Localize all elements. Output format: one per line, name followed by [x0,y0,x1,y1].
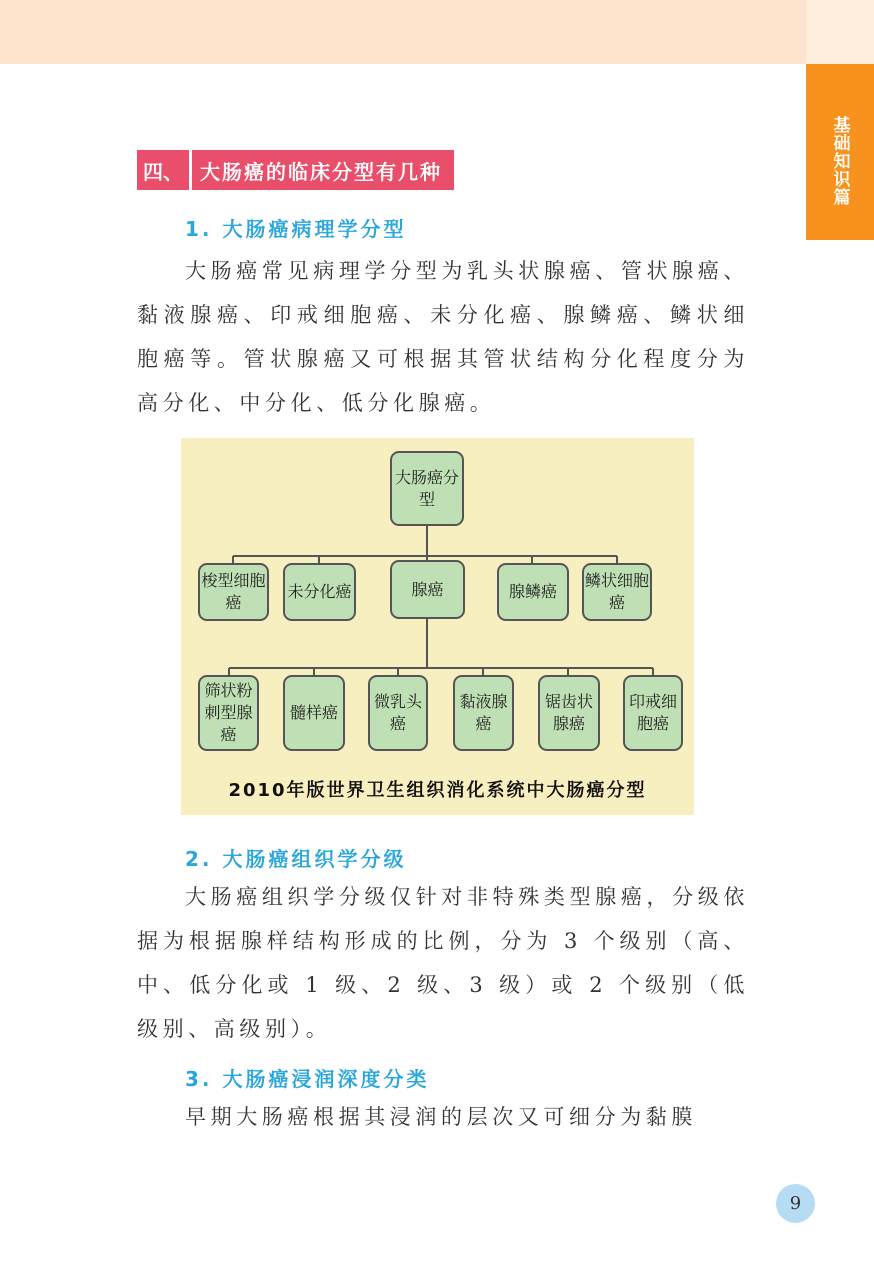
side-tab-label: 基础知识篇 [829,116,850,206]
paragraph-2: 大肠癌组织学分级仅针对非特殊类型腺癌，分级依据为根据腺样结构形成的比例，分为 3 个级别（高、中、低分化或 1 级、2 级、3 级）或 2 个级别（低级别、高级别）。 [137,885,749,1041]
diagram-node-mucinous: 黏液腺癌 [453,675,514,751]
diagram-node-micropapillary: 微乳头癌 [368,675,428,751]
diagram-node-undifferentiated: 未分化癌 [283,563,356,621]
top-band-corner [806,0,874,64]
diagram-node-signet-ring: 印戒细胞癌 [623,675,683,751]
classification-diagram [181,438,694,815]
paragraph-1: 大肠癌常见病理学分型为乳头状腺癌、管状腺癌、黏液腺癌、印戒细胞癌、未分化癌、腺鳞癌、鳞状细胞癌等。管状腺癌又可根据其管状结构分化程度分为高分化、中分化、低分化腺癌。 [137,259,749,415]
top-band [0,0,806,64]
subsection-heading-1: 1. 大肠癌病理学分型 [185,217,407,241]
subsection-heading-3: 3. 大肠癌浸润深度分类 [185,1067,430,1091]
diagram-caption: 2010年版世界卫生组织消化系统中大肠癌分型 [228,780,647,801]
diagram-node-adenocarcinoma: 腺癌 [390,560,465,619]
diagram-node-serrated: 锯齿状腺癌 [538,675,600,751]
diagram-node-adenosquamous: 腺鳞癌 [497,563,569,621]
section-heading [137,150,454,190]
diagram-node-medullary: 髓样癌 [283,675,345,751]
section-title: 大肠癌的临床分型有几种 [192,150,454,190]
side-tab [806,64,874,240]
diagram-node-cribriform: 筛状粉刺型腺癌 [198,675,259,751]
paragraph-3: 早期大肠癌根据其浸润的层次又可细分为黏膜 [185,1105,697,1129]
diagram-node-spindle-cell: 梭型细胞癌 [198,563,269,621]
diagram-node-root: 大肠癌分型 [390,451,464,526]
subsection-heading-2: 2. 大肠癌组织学分级 [185,847,407,871]
diagram-node-squamous-cell: 鳞状细胞癌 [582,563,652,621]
page-number: 9 [776,1184,815,1223]
section-number: 四、 [137,150,189,190]
